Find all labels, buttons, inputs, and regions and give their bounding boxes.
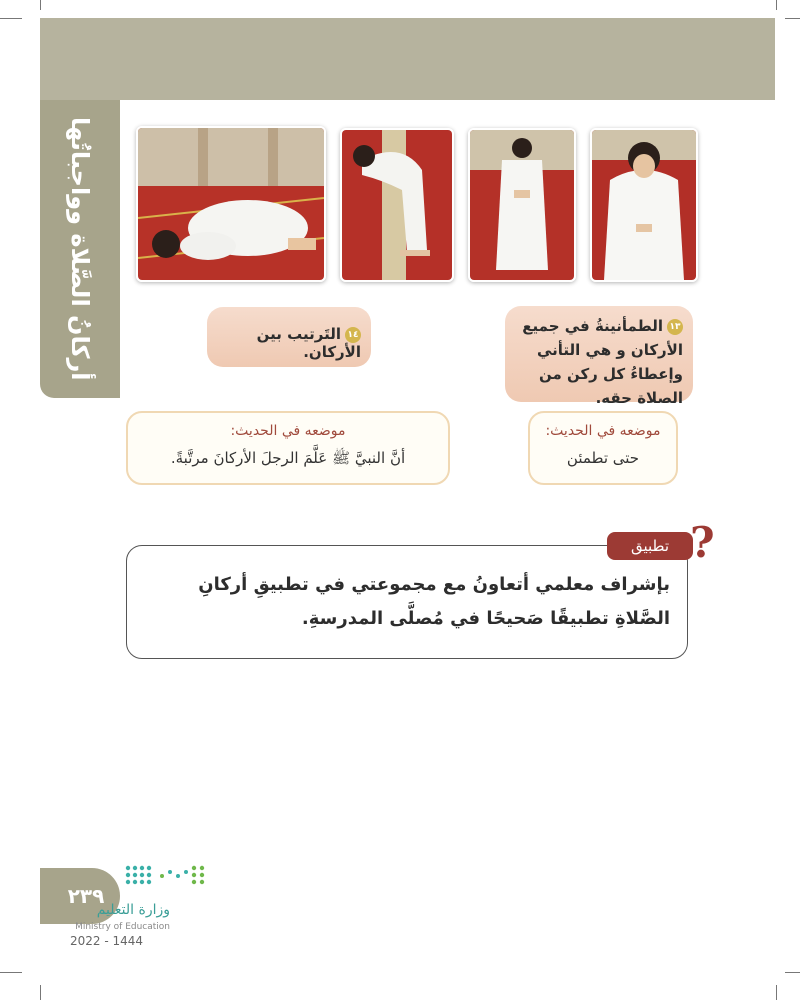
hadith-label: موضعه في الحديث: <box>230 423 346 439</box>
crop-mark <box>40 0 41 10</box>
photo-bowing <box>340 128 454 282</box>
page-number: ٢٣٩ <box>67 884 105 908</box>
prostration-illustration <box>138 128 324 280</box>
photo-standing-hands <box>468 128 576 282</box>
section-title: أركانُ الصَّلاة وواجباتُها <box>66 117 94 381</box>
crop-mark <box>785 972 800 973</box>
photo-prostration <box>136 126 326 282</box>
hadith-box <box>528 411 678 485</box>
item-13-pill <box>505 306 693 407</box>
crop-mark <box>0 18 22 19</box>
standing-illustration <box>592 130 696 280</box>
hadith-label: موضعه في الحديث: <box>545 423 661 439</box>
crop-mark <box>785 18 800 19</box>
crop-mark <box>40 985 41 1000</box>
crop-mark <box>776 985 777 1000</box>
hadith-box <box>126 411 450 485</box>
bowing-illustration <box>342 130 452 280</box>
question-mark-icon: ? <box>690 518 715 567</box>
photo-standing <box>590 128 698 282</box>
hadith-text: أنَّ النبيَّ ﷺ عَلَّمَ الرجلَ الأركانَ مرتَّبةً. <box>170 449 406 467</box>
item-text: الطمأنينةُ في جميع الأركان و هي التأني وإعطاءُ كل ركن من الصلاة حقه. <box>522 317 683 407</box>
header-banner <box>40 18 775 100</box>
crop-mark <box>776 0 777 10</box>
item-14-pill <box>207 307 371 367</box>
application-tag: تطبيق <box>607 532 693 560</box>
year-label: 2022 - 1444 <box>70 934 144 948</box>
item-text: التَرتيب بين الأركان. <box>256 325 361 361</box>
ministry-name-en: Ministry of Education <box>75 922 170 932</box>
item-number-badge: ١٣ <box>667 319 683 335</box>
crop-mark <box>0 972 22 973</box>
ministry-name-ar: وزارة التعليم <box>96 902 170 918</box>
standing-hands-illustration <box>470 130 574 280</box>
hadith-text: حتى تطمئن <box>566 449 640 467</box>
application-text: بإشراف معلمي أتعاونُ مع مجموعتي في تطبيقِ أركانِ الصَّلاةِ تطبيقًا صَحيحًا في مُصلَّى المدرسةِ. <box>198 574 670 629</box>
item-number-badge: ١٤ <box>345 327 361 343</box>
ministry-logo-dots <box>122 862 212 894</box>
